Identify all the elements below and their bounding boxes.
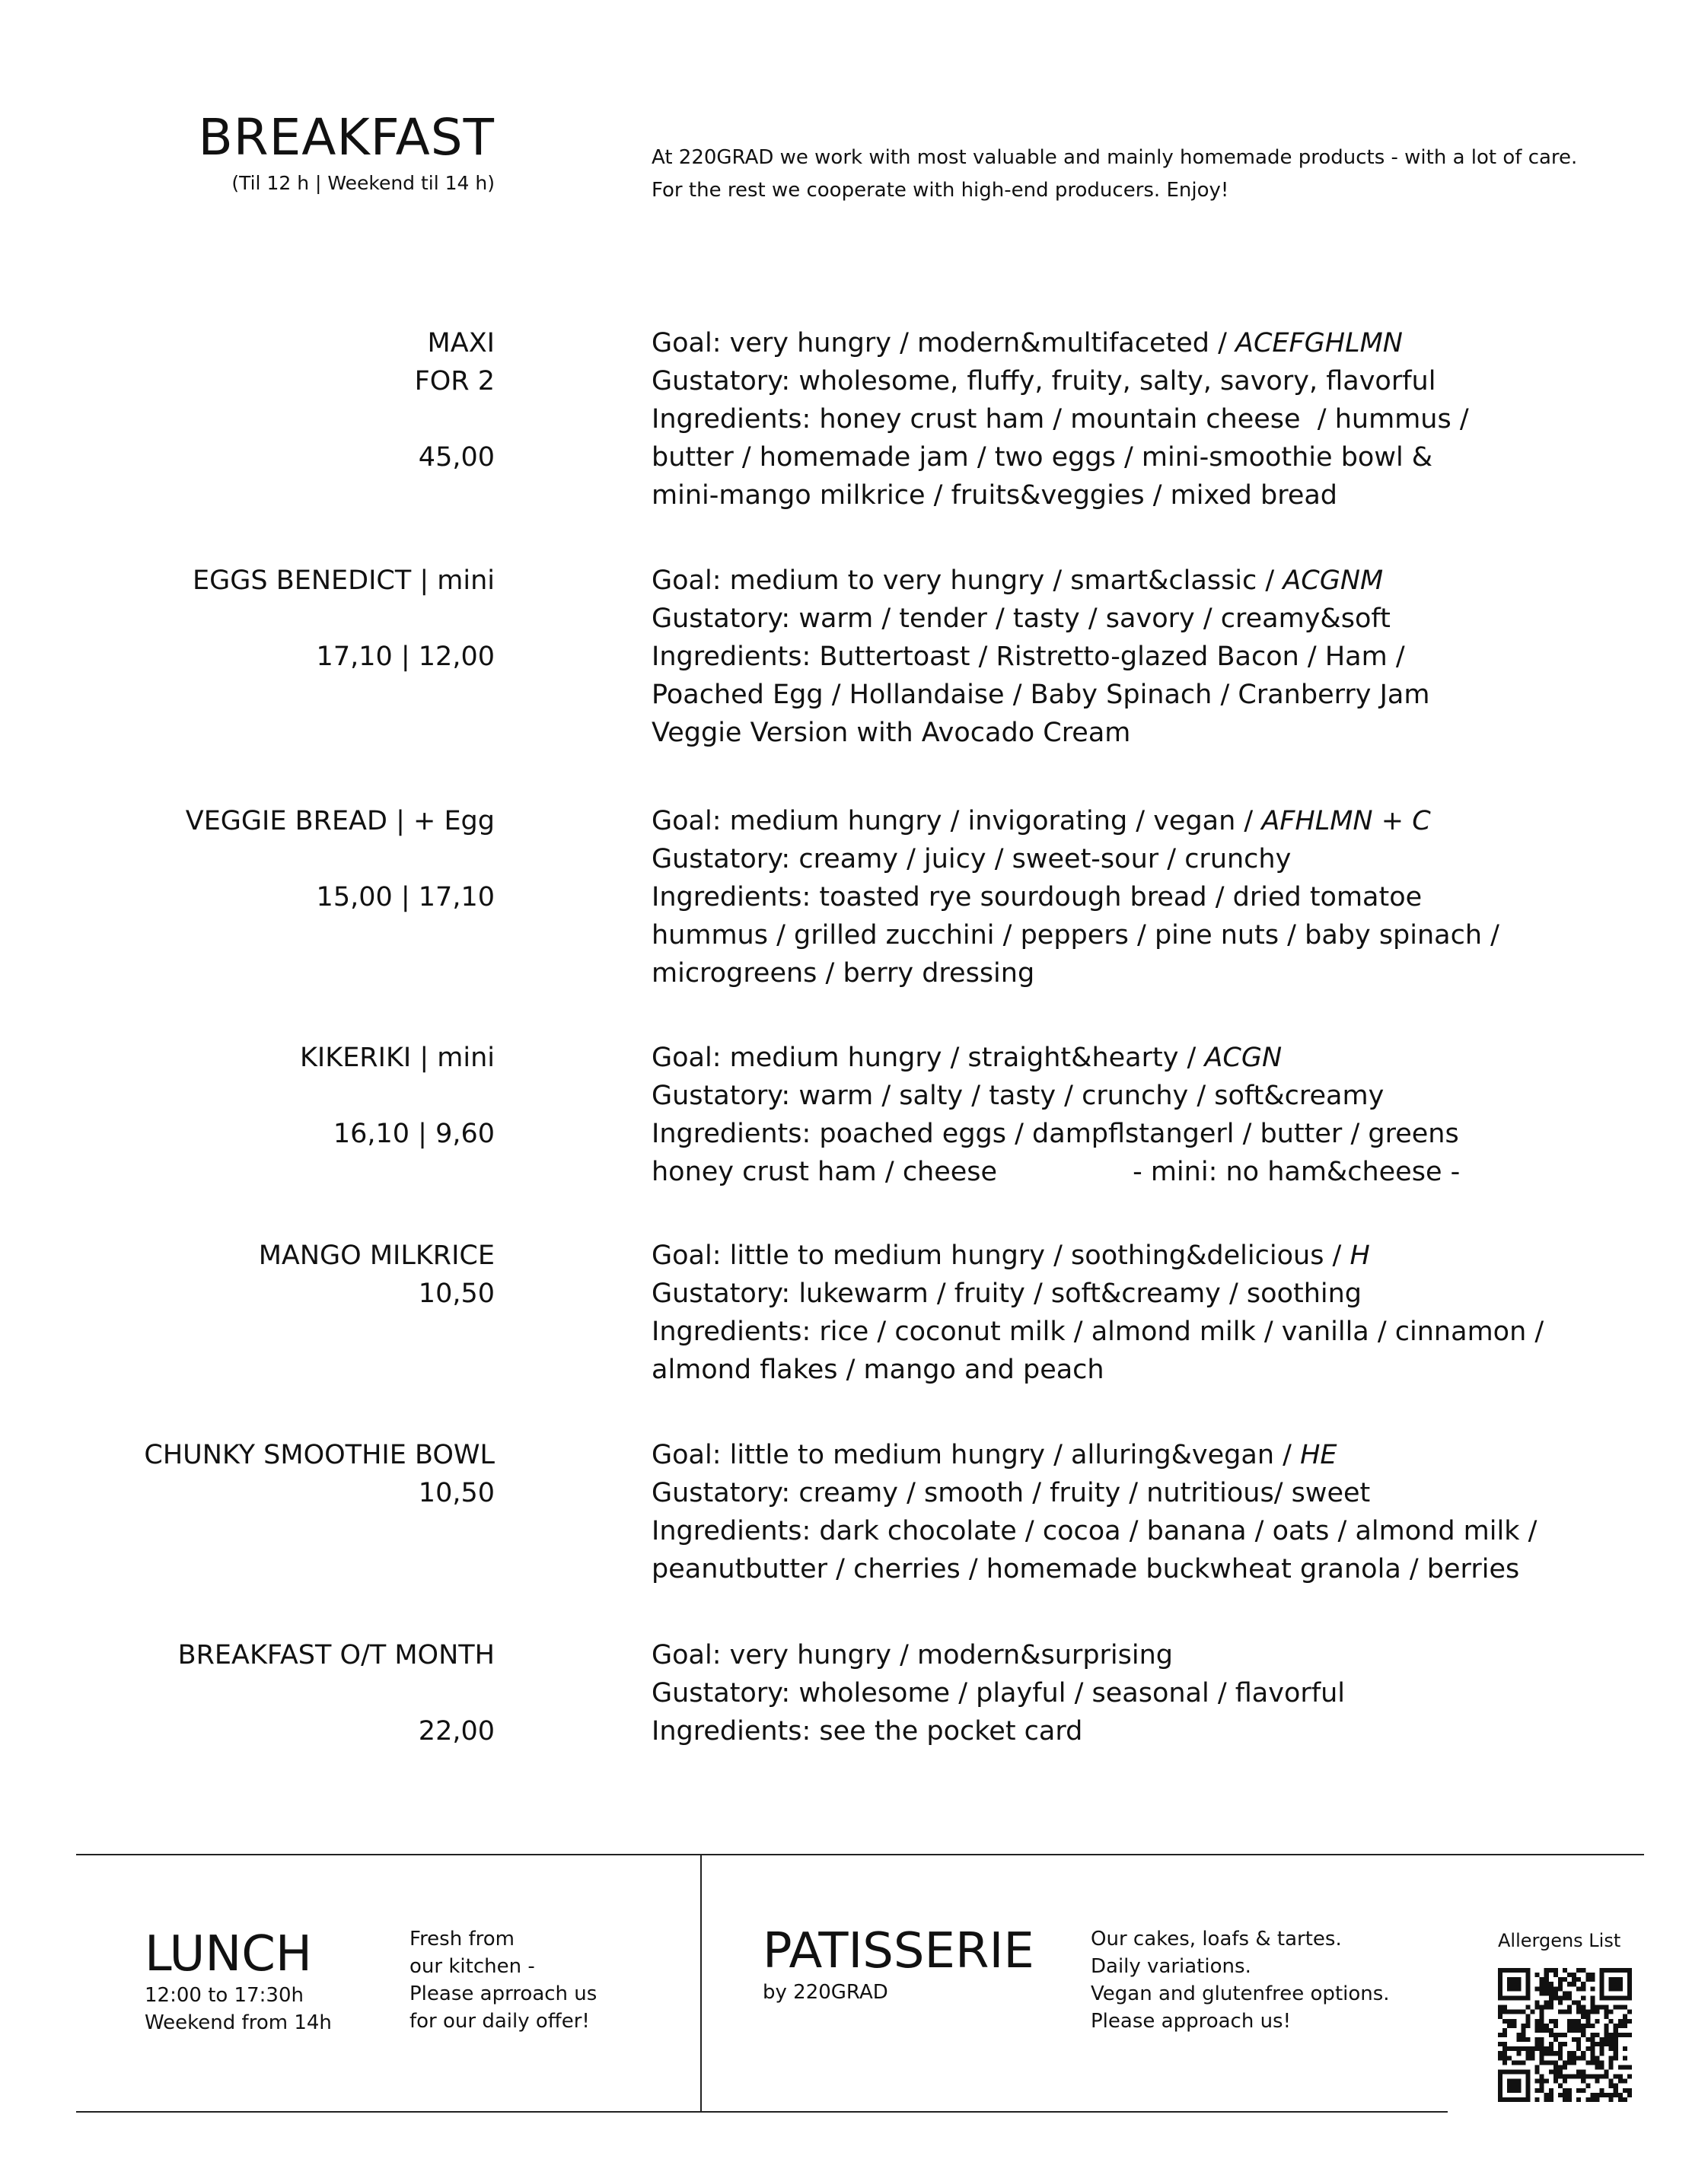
item-goal: Goal: little to medium hungry / alluring&vegan / HE [652, 1440, 1337, 1470]
item-price: 17,10 | 12,00 [316, 642, 495, 672]
footer-bottom-divider [76, 2111, 1448, 2113]
item-goal: Goal: medium to very hungry / smart&classic / ACGNM [652, 565, 1384, 596]
item-description: Goal: medium hungry / invigorating / vegan / AFHLMN + C Gustatory: creamy / juicy / sweet-sour / crunchy Ingredients: toasted rye sourdough bread / dried tomatoe hummus / grilled zucchini / peppers / pine nuts / baby spinach / microgreens / berry dressing [652, 802, 1664, 992]
patisserie-note: Our cakes, loafs & tartes. Daily variations. Vegan and glutenfree options. Please approach us! [1091, 1928, 1390, 2033]
item-goal: Goal: medium hungry / invigorating / vegan / AFHLMN + C [652, 806, 1431, 836]
item-price: 15,00 | 17,10 [316, 882, 495, 912]
patisserie-subtitle: by 220GRAD [763, 1981, 888, 2004]
qr-code-icon[interactable] [1498, 1968, 1632, 2102]
item-goal: Goal: little to medium hungry / soothing&delicious / H [652, 1240, 1370, 1271]
lunch-section [145, 1926, 332, 2036]
item-allergens: ACGN [1204, 1043, 1283, 1073]
lunch-title: LUNCH [145, 1926, 312, 1982]
item-name: VEGGIE BREAD | + Egg [185, 806, 495, 836]
patisserie-title: PATISSERIE [763, 1923, 1034, 1979]
item-allergens: AFHLMN + C [1261, 806, 1431, 836]
item-allergens: H [1350, 1240, 1370, 1271]
intro-line: At 220GRAD we work with most valuable and mainly homemade products - with a lot of care. [652, 146, 1578, 169]
lunch-hours: 12:00 to 17:30h Weekend from 14h [145, 1984, 332, 2034]
item-allergens: HE [1300, 1440, 1337, 1470]
intro-text [652, 142, 1641, 207]
item-description: Goal: little to medium hungry / soothing&delicious / H Gustatory: lukewarm / fruity / soft&creamy / soothing Ingredients: rice / coconut milk / almond milk / vanilla / cinnamon / almond flakes / mango and peach [652, 1237, 1664, 1389]
item-name: KIKERIKI | mini [299, 1043, 495, 1073]
item-name: MANGO MILKRICE [258, 1240, 495, 1271]
item-allergens: ACGNM [1283, 565, 1384, 596]
item-description: Goal: medium to very hungry / smart&classic / ACGNM Gustatory: warm / tender / tasty / savory / creamy&soft Ingredients: Buttertoast / Ristretto-glazed Bacon / Ham / Poached Egg / Hollandaise / Baby Spinach / Cranberry Jam Veggie Version with Avocado Cream [652, 562, 1664, 752]
footer-top-divider [76, 1854, 1644, 1855]
item-price: 22,00 [418, 1716, 495, 1747]
item-goal: Goal: very hungry / modern&surprising [652, 1640, 1174, 1670]
item-name: MAXI FOR 2 [414, 328, 495, 396]
intro-line: For the rest we cooperate with high-end producers. Enjoy! [652, 179, 1229, 202]
item-description: Goal: very hungry / modern&surprising Gustatory: wholesome / playful / seasonal / flavorful Ingredients: see the pocket card [652, 1636, 1664, 1750]
item-goal: Goal: medium hungry / straight&hearty / ACGN [652, 1043, 1283, 1073]
item-description: Goal: very hungry / modern&multifaceted / ACEFGHLMN Gustatory: wholesome, fluffy, fruity, salty, savory, flavorful Ingredients: honey crust ham / mountain cheese / hummus / butter / homemade jam / two eggs / mini-smoothie bowl & mini-mango milkrice / fruits&veggies / mixed bread [652, 324, 1664, 514]
item-price: 16,10 | 9,60 [333, 1119, 495, 1149]
item-price: 10,50 [418, 1478, 495, 1508]
item-allergens: ACEFGHLMN [1235, 328, 1403, 358]
item-name: BREAKFAST O/T MONTH [177, 1640, 495, 1670]
page-title: BREAKFAST [198, 108, 495, 167]
item-description: Goal: medium hungry / straight&hearty / ACGN Gustatory: warm / salty / tasty / crunchy / soft&creamy Ingredients: poached eggs / dampflstangerl / butter / greens honey crust ham / cheese - mini: no ham&cheese - [652, 1039, 1664, 1191]
item-name: EGGS BENEDICT | mini [193, 565, 495, 596]
item-goal: Goal: very hungry / modern&multifaceted / ACEFGHLMN [652, 328, 1403, 358]
item-price: 10,50 [418, 1279, 495, 1309]
patisserie-section [763, 1923, 1034, 2006]
allergens-label: Allergens List [1498, 1930, 1621, 1951]
item-description: Goal: little to medium hungry / alluring&vegan / HE Gustatory: creamy / smooth / fruity / nutritious/ sweet Ingredients: dark chocolate / cocoa / banana / oats / almond milk / peanutbutter / cherries / homemade buckwheat granola / berries [652, 1436, 1664, 1588]
lunch-note: Fresh from our kitchen - Please aprroach us for our daily offer! [409, 1928, 597, 2033]
page-subtitle: (Til 12 h | Weekend til 14 h) [231, 172, 495, 194]
footer-vertical-divider [700, 1854, 702, 2113]
item-name: CHUNKY SMOOTHIE BOWL [144, 1440, 495, 1470]
item-price: 45,00 [418, 442, 495, 473]
